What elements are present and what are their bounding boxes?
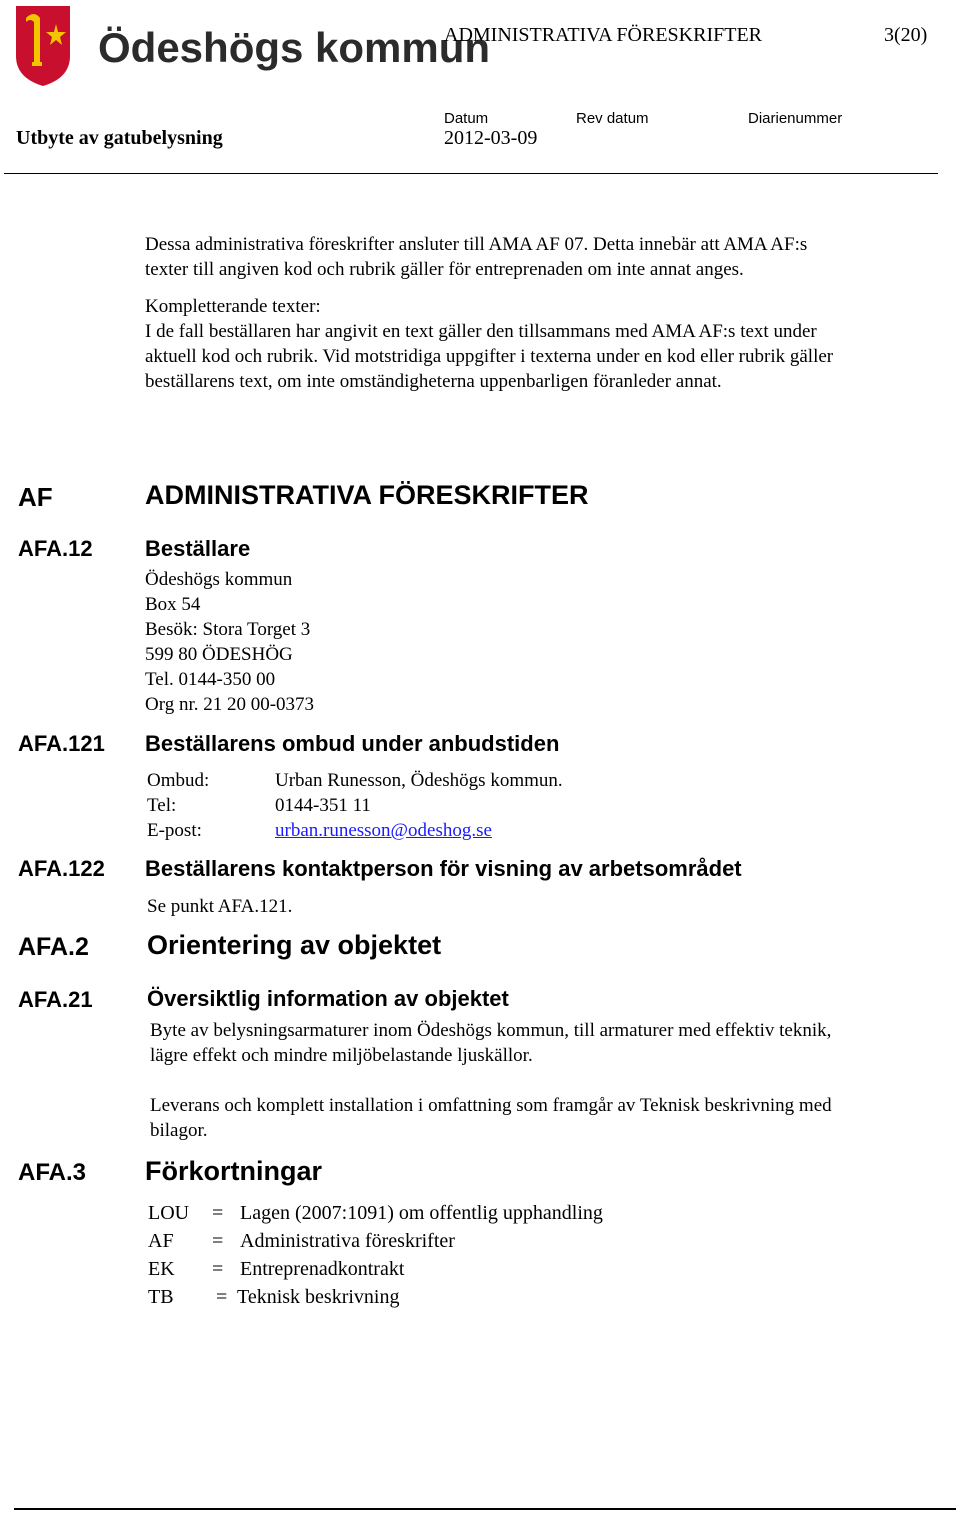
footer-divider (14, 1508, 956, 1510)
tel-value: 0144-351 11 (275, 795, 371, 816)
client-address-line: Tel. 0144-350 00 (145, 669, 276, 690)
document-title: Utbyte av gatubelysning (16, 127, 223, 149)
intro-line: texter till angiven kod och rubrik gäller för entreprenaden om inte annat anges. (145, 259, 744, 280)
see-reference-text: Se punkt AFA.121. (147, 896, 293, 917)
rev-date-label: Rev datum (576, 110, 649, 127)
overview-text-line: Byte av belysningsarmaturer inom Ödeshögs kommun, till armaturer med effektiv teknik, (150, 1020, 832, 1041)
coat-of-arms-icon (14, 4, 491, 88)
abbreviation-key: EK (148, 1258, 175, 1280)
diary-number-label: Diarienummer (748, 110, 843, 127)
client-address-line: Org nr. 21 20 00-0373 (145, 694, 315, 715)
client-address-line: Ödeshögs kommun (145, 569, 293, 590)
section-code-afa121: AFA.121 (18, 731, 105, 756)
intro-line: aktuell kod och rubrik. Vid motstridiga uppgifter i texterna under en kod eller rubrik gäller (145, 346, 834, 367)
client-address-line: 599 80 ÖDESHÖG (145, 644, 293, 665)
email-link[interactable]: urban.runesson@odeshog.se (275, 820, 492, 841)
section-code-afa2: AFA.2 (18, 933, 89, 961)
section-code-afa12: AFA.12 (18, 536, 93, 561)
page-number: 3(20) (884, 24, 928, 46)
ombud-label: Ombud: (147, 770, 210, 791)
date-label: Datum (444, 110, 489, 127)
municipality-logo (14, 4, 491, 88)
intro-line: Dessa administrativa föreskrifter ansluter till AMA AF 07. Detta innebär att AMA AF:s (145, 234, 808, 255)
overview-text-line: Leverans och komplett installation i omfattning som framgår av Teknisk beskrivning med (150, 1095, 832, 1116)
email-label: E-post: (147, 820, 202, 841)
section-code-af: AF (18, 482, 53, 512)
abbreviation-value: Entreprenadkontrakt (240, 1258, 405, 1280)
section-title-afa2: Orientering av objektet (147, 930, 442, 960)
intro-line: Kompletterande texter: (145, 296, 321, 317)
section-title-afa12: Beställare (145, 536, 251, 561)
section-code-afa122: AFA.122 (18, 856, 105, 881)
section-title-afa122: Beställarens kontaktperson för visning av arbetsområdet (145, 856, 742, 881)
client-address-line: Box 54 (145, 594, 201, 615)
abbreviation-value: Lagen (2007:1091) om offentlig upphandling (240, 1202, 603, 1224)
section-title-afa121: Beställarens ombud under anbudstiden (145, 731, 560, 756)
section-code-afa21: AFA.21 (18, 987, 93, 1012)
abbreviation-key: LOU (148, 1202, 190, 1224)
abbreviation-key: AF (148, 1230, 174, 1252)
tel-label: Tel: (147, 795, 177, 816)
header-divider (4, 173, 938, 174)
overview-text-line: bilagor. (150, 1120, 208, 1141)
abbreviation-equals: = (212, 1258, 224, 1280)
abbreviation-value: Administrativa föreskrifter (240, 1230, 455, 1252)
abbreviation-key: TB (148, 1286, 174, 1308)
intro-line: I de fall beställaren har angivit en text gäller den tillsammans med AMA AF:s text under (145, 321, 817, 342)
svg-text:Ödeshögs kommun: Ödeshögs kommun (98, 24, 491, 71)
section-code-afa3: AFA.3 (18, 1159, 87, 1186)
ombud-value: Urban Runesson, Ödeshögs kommun. (275, 770, 563, 791)
document-type: ADMINISTRATIVA FÖRESKRIFTER (444, 24, 763, 46)
intro-line: beställarens text, om inte omständigheterna uppenbarligen föranleder annat. (145, 371, 722, 392)
abbreviation-value: Teknisk beskrivning (237, 1286, 400, 1308)
abbreviation-equals: = (212, 1230, 224, 1252)
abbreviation-equals: = (212, 1202, 224, 1224)
section-title-afa3: Förkortningar (145, 1156, 323, 1186)
client-address-line: Besök: Stora Torget 3 (145, 619, 311, 640)
abbreviation-equals: = (216, 1286, 228, 1308)
overview-text-line: lägre effekt och mindre miljöbelastande ljuskällor. (150, 1045, 533, 1066)
section-title-af: ADMINISTRATIVA FÖRESKRIFTER (145, 480, 589, 510)
section-title-afa21: Översiktlig information av objektet (147, 986, 509, 1011)
document-date: 2012-03-09 (444, 127, 538, 149)
